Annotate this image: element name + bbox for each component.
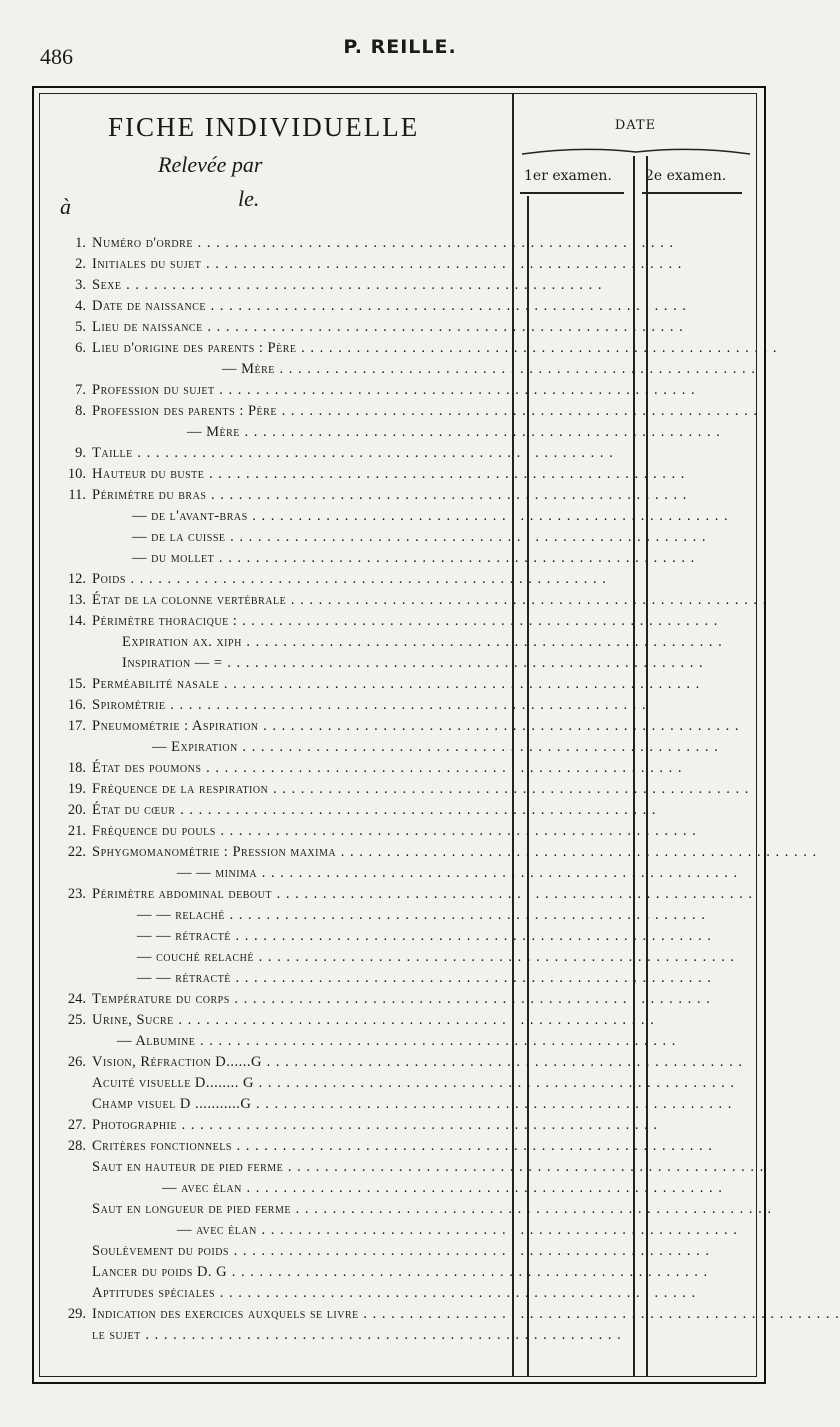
row-label: Numéro d'ordre (92, 235, 193, 251)
row-label: Température du corps (92, 991, 230, 1007)
form-row (50, 337, 778, 359)
row-number: 24. (67, 991, 86, 1007)
form-row (50, 1051, 743, 1073)
form-row (50, 1324, 622, 1346)
leader-dots: . . . . . . . . . . . . . . . . . . . . . . . . . . . . . . . . . . . . . . . . . . . . . . . . . . . . (195, 1033, 677, 1049)
leader-dots: . . . . . . . . . . . . . . . . . . . . . . . . . . . . . . . . . . . . . . . . . . . . . . . . . . . . (204, 466, 686, 482)
form-row (50, 358, 756, 380)
form-row (50, 1177, 723, 1199)
row-label: Initiales du sujet (92, 256, 202, 272)
row-label: Hauteur du buste (92, 466, 205, 482)
row-number: 9. (75, 445, 86, 461)
row-label: Soulèvement du poids (92, 1243, 229, 1259)
row-label: Spirométrie (92, 697, 166, 713)
leader-dots: . . . . . . . . . . . . . . . . . . . . . . . . . . . . . . . . . . . . . . . . . . . . . . . . . . . . (177, 1117, 658, 1133)
row-number: 7. (75, 382, 86, 398)
form-row (50, 589, 768, 611)
leader-dots: . . . . . . . . . . . . . . . . . . . . . . . . . . . . . . . . . . . . . . . . . . . . . . . . . . . . (173, 1012, 655, 1028)
leader-dots: . . . . . . . . . . . . . . . . . . . . . . . . . . . . . . . . . . . . . . . . . . . . . . . . . . . . (237, 613, 719, 629)
row-label: Indication des exercices auxquels se livre (92, 1306, 359, 1322)
form-row (50, 442, 614, 464)
form-row (50, 505, 729, 527)
form-row (50, 547, 696, 569)
leader-dots: . . . . . . . . . . . . . . . . . . . . . . . . . . . . . . . . . . . . . . . . . . . . . . . . . . . . (229, 991, 711, 1007)
form-title: FICHE INDIVIDUELLE (108, 112, 420, 142)
form-row (50, 967, 712, 989)
form-row (50, 799, 657, 821)
form-row (50, 1240, 710, 1262)
form-row (50, 1072, 735, 1094)
row-number: 21. (67, 823, 86, 839)
row-label: Fréquence de la respiration (92, 781, 269, 797)
leader-dots: . . . . . . . . . . . . . . . . . . . . . . . . . . . . . . . . . . . . . . . . . . . . . . . . . . . . (206, 298, 687, 314)
leader-dots: . . . . . . . . . . . . . . . . . . . . . . . . . . . . . . . . . . . . . . . . . . . . . . . . . . . . (251, 1096, 733, 1112)
leader-dots: . . . . . . . . . . . . . . . . . . . . . . . . . . . . . . . . . . . . . . . . . . . . . . . . . . . . (140, 1327, 622, 1343)
form-row (50, 883, 753, 905)
row-label: — couché relaché (137, 949, 254, 965)
leader-dots: . . . . . . . . . . . . . . . . . . . . . . . . . . . . . . . . . . . . . . . . . . . . . . . . . . . . (201, 760, 683, 776)
form-row (50, 232, 674, 254)
form-row (50, 946, 735, 968)
leader-dots: . . . . . . . . . . . . . . . . . . . . . . . . . . . . . . . . . . . . . . . . . . . . . . . . . . . . (239, 424, 721, 440)
form-row (50, 1219, 738, 1241)
row-label: — avec élan (162, 1180, 242, 1196)
form-row (50, 820, 697, 842)
leader-dots: . . . . . . . . . . . . . . . . . . . . . . . . . . . . . . . . . . . . . . . . . . . . . . . . . . . . (256, 1222, 738, 1238)
row-label: Fréquence du pouls (92, 823, 216, 839)
row-label: Acuité visuelle D........ G (92, 1075, 254, 1091)
row-label: — — rétracté (137, 928, 231, 944)
row-number: 29. (67, 1306, 86, 1322)
leader-dots: . . . . . . . . . . . . . . . . . . . . . . . . . . . . . . . . . . . . . . . . . . . . . . . . . . . . (336, 844, 818, 860)
form-row (50, 736, 719, 758)
form-row (50, 694, 647, 716)
row-label: — du mollet (132, 550, 215, 566)
leader-dots: . . . . . . . . . . . . . . . . . . . . . . . . . . . . . . . . . . . . . . . . . . . . . . . . . . . . (222, 655, 704, 671)
leader-dots: . . . . . . . . . . . . . . . . . . . . . . . . . . . . . . . . . . . . . . . . . . . . . . . . . . . . (241, 634, 723, 650)
row-number: 6. (75, 340, 86, 356)
leader-dots: . . . . . . . . . . . . . . . . . . . . . . . . . . . . . . . . . . . . . . . . . . . . . . . . . . . . (214, 550, 696, 566)
leader-dots: . . . . . . . . . . . . . . . . . . . . . . . . . . . . . . . . . . . . . . . . . . . . . . . . . . . . (224, 907, 706, 923)
row-number: 20. (67, 802, 86, 818)
form-row (50, 988, 711, 1010)
row-label: Périmètre du bras (92, 487, 207, 503)
form-row (50, 568, 607, 590)
row-label: Urine, Sucre (92, 1012, 174, 1028)
form-row (50, 253, 683, 275)
row-number: 16. (67, 697, 86, 713)
row-number: 27. (67, 1117, 86, 1133)
row-number: 15. (67, 676, 86, 692)
row-number: 1. (75, 235, 86, 251)
row-label: Périmètre thoracique : (92, 613, 238, 629)
form-row (50, 295, 687, 317)
row-label: État du cœur (92, 802, 176, 818)
row-number: 13. (67, 592, 86, 608)
leader-dots: . . . . . . . . . . . . . . . . . . . . . . . . . . . . . . . . . . . . . . . . . . . . . . . . . . . . (201, 256, 683, 272)
row-label: Date de naissance (92, 298, 206, 314)
leader-dots: . . . . . . . . . . . . . . . . . . . . . . . . . . . . . . . . . . . . . . . . . . . . . . . . . . . . (241, 1180, 723, 1196)
leader-dots: . . . . . . . . . . . . . . . . . . . . . . . . . . . . . . . . . . . . . . . . . . . . . . . . . . . . (274, 361, 756, 377)
date-label: le. (238, 186, 260, 211)
form-row (50, 1093, 733, 1115)
page-number: 486 (40, 44, 73, 69)
row-label: Perméabilité nasale (92, 676, 220, 692)
leader-dots: . . . . . . . . . . . . . . . . . . . . . . . . . . . . . . . . . . . . . . . . . . . . . . . . . . . . (254, 1075, 735, 1091)
row-number: 28. (67, 1138, 86, 1154)
leader-dots: . . . . . . . . . . . . . . . . . . . . . . . . . . . . . . . . . . . . . . . . . . . . . . . . . . . . (358, 1306, 840, 1322)
row-label: Sexe (92, 277, 122, 293)
leader-dots: . . . . . . . . . . . . . . . . . . . . . . . . . . . . . . . . . . . . . . . . . . . . . . . . . . . . (192, 235, 674, 251)
row-label: Lieu de naissance (92, 319, 203, 335)
leader-dots: . . . . . . . . . . . . . . . . . . . . . . . . . . . . . . . . . . . . . . . . . . . . . . . . . . . . (219, 676, 701, 692)
row-number: 8. (75, 403, 86, 419)
form-row (50, 904, 706, 926)
row-number: 19. (67, 781, 86, 797)
form-row (50, 1009, 655, 1031)
date-brace (522, 146, 750, 158)
form-subtitle: Relevée par (158, 152, 263, 177)
row-label: Inspiration — = (122, 655, 223, 671)
form-row (50, 1198, 772, 1220)
row-label: Profession du sujet (92, 382, 215, 398)
row-label: — avec élan (177, 1222, 257, 1238)
row-label: — — minima (177, 865, 258, 881)
row-number: 17. (67, 718, 86, 734)
row-label: — Albumine (117, 1033, 196, 1049)
row-label: Saut en hauteur de pied ferme (92, 1159, 284, 1175)
row-number: 14. (67, 613, 86, 629)
leader-dots: . . . . . . . . . . . . . . . . . . . . . . . . . . . . . . . . . . . . . . . . . . . . . . . . . . . . (286, 592, 768, 608)
exam-2-header: 2e examen. (645, 168, 727, 184)
leader-dots: . . . . . . . . . . . . . . . . . . . . . . . . . . . . . . . . . . . . . . . . . . . . . . . . . . . . (231, 1138, 713, 1154)
form-row (50, 421, 721, 443)
form-row (50, 316, 684, 338)
row-label: Poids (92, 571, 126, 587)
form-row (50, 1303, 840, 1325)
row-label: Sphygmomanométrie : Pression maxima (92, 844, 337, 860)
row-number: 12. (67, 571, 86, 587)
running-head: P. REILLE. (343, 36, 457, 58)
form-row (50, 1261, 709, 1283)
form-row (50, 610, 719, 632)
leader-dots: . . . . . . . . . . . . . . . . . . . . . . . . . . . . . . . . . . . . . . . . . . . . . . . . . . . . (296, 340, 778, 356)
leader-dots: . . . . . . . . . . . . . . . . . . . . . . . . . . . . . . . . . . . . . . . . . . . . . . . . . . . . (253, 949, 735, 965)
row-label: Lieu d'origine des parents : Père (92, 340, 297, 356)
row-label: Photographie (92, 1117, 177, 1133)
row-label: Expiration ax. xiph (122, 634, 242, 650)
place-label: à (60, 194, 71, 219)
row-number: 18. (67, 760, 86, 776)
row-number: 4. (75, 298, 86, 314)
leader-dots: . . . . . . . . . . . . . . . . . . . . . . . . . . . . . . . . . . . . . . . . . . . . . . . . . . . . (228, 1243, 710, 1259)
date-header: DATE (614, 118, 657, 133)
leader-dots: . . . . . . . . . . . . . . . . . . . . . . . . . . . . . . . . . . . . . . . . . . . . . . . . . . . . (215, 823, 697, 839)
row-label: État de la colonne vertébrale (92, 592, 287, 608)
row-label: — — rétracté (137, 970, 231, 986)
leader-dots: . . . . . . . . . . . . . . . . . . . . . . . . . . . . . . . . . . . . . . . . . . . . . . . . . . . . (237, 739, 719, 755)
leader-dots: . . . . . . . . . . . . . . . . . . . . . . . . . . . . . . . . . . . . . . . . . . . . . . . . . . . . (271, 886, 753, 902)
form-row (50, 631, 723, 653)
form-row (50, 526, 707, 548)
row-label: Saut en longueur de pied ferme (92, 1201, 291, 1217)
row-number: 2. (75, 256, 86, 272)
form-row (50, 463, 686, 485)
form-row (50, 757, 683, 779)
form-row (50, 274, 603, 296)
leader-dots: . . . . . . . . . . . . . . . . . . . . . . . . . . . . . . . . . . . . . . . . . . . . . . . . . . . . (283, 1159, 765, 1175)
form-row (50, 652, 704, 674)
leader-dots: . . . . . . . . . . . . . . . . . . . . . . . . . . . . . . . . . . . . . . . . . . . . . . . . . . . . (214, 382, 696, 398)
row-label: Vision, Réfraction D......G (92, 1054, 262, 1070)
row-label: Périmètre abdominal debout (92, 886, 272, 902)
form-row (50, 841, 818, 863)
row-label: Profession des parents : Père (92, 403, 277, 419)
form-row (50, 715, 740, 737)
leader-dots: . . . . . . . . . . . . . . . . . . . . . . . . . . . . . . . . . . . . . . . . . . . . . . . . . . . . (262, 1054, 743, 1070)
form-row (50, 862, 739, 884)
row-label: État des poumons (92, 760, 202, 776)
leader-dots: . . . . . . . . . . . . . . . . . . . . . . . . . . . . . . . . . . . . . . . . . . . . . . . . . . . . (276, 403, 758, 419)
row-number: 11. (68, 487, 86, 503)
row-label: Lancer du poids D. G (92, 1264, 228, 1280)
form-row (50, 1282, 697, 1304)
leader-dots: . . . . . . . . . . . . . . . . . . . . . . . . . . . . . . . . . . . . . . . . . . . . . . . . . . . . (132, 445, 614, 461)
leader-dots: . . . . . . . . . . . . . . . . . . . . . . . . . . . . . . . . . . . . . . . . . . . . . . . . . . . . (247, 508, 729, 524)
row-label: — — relaché (137, 907, 225, 923)
leader-dots: . . . . . . . . . . . . . . . . . . . . . . . . . . . . . . . . . . . . . . . . . . . . . . . . . . . . (257, 865, 739, 881)
leader-dots: . . . . . . . . . . . . . . . . . . . . . . . . . . . . . . . . . . . . . . . . . . . . . . . . . . . . (121, 277, 603, 293)
form-row (50, 1156, 765, 1178)
row-number: 26. (67, 1054, 86, 1070)
exam-rule (520, 192, 624, 194)
leader-dots: . . . . . . . . . . . . . . . . . . . . . . . . . . . . . . . . . . . . . . . . . . . . . . . . . . . . (230, 970, 712, 986)
form-row (50, 1030, 677, 1052)
leader-dots: . . . . . . . . . . . . . . . . . . . . . . . . . . . . . . . . . . . . . . . . . . . . . . . . . . . . (225, 529, 707, 545)
row-number: 23. (67, 886, 86, 902)
leader-dots: . . . . . . . . . . . . . . . . . . . . . . . . . . . . . . . . . . . . . . . . . . . . . . . . . . . . (268, 781, 750, 797)
leader-dots: . . . . . . . . . . . . . . . . . . . . . . . . . . . . . . . . . . . . . . . . . . . . . . . . . . . . (202, 319, 684, 335)
exam-rule (642, 192, 742, 194)
row-number: 25. (67, 1012, 86, 1028)
row-label: Champ visuel D ...........G (92, 1096, 252, 1112)
row-label: — de l'avant-bras (132, 508, 248, 524)
leader-dots: . . . . . . . . . . . . . . . . . . . . . . . . . . . . . . . . . . . . . . . . . . . . . . . . . . . . (125, 571, 607, 587)
row-label: Critères fonctionnels (92, 1138, 232, 1154)
row-label: Aptitudes spéciales (92, 1285, 216, 1301)
form-row (50, 673, 701, 695)
row-number: 3. (75, 277, 86, 293)
form-row (50, 1114, 658, 1136)
leader-dots: . . . . . . . . . . . . . . . . . . . . . . . . . . . . . . . . . . . . . . . . . . . . . . . . . . . . (206, 487, 688, 503)
row-label: — Mère (187, 424, 240, 440)
row-label: — de la cuisse (132, 529, 226, 545)
row-label: le sujet (92, 1327, 141, 1343)
leader-dots: . . . . . . . . . . . . . . . . . . . . . . . . . . . . . . . . . . . . . . . . . . . . . . . . . . . . (230, 928, 712, 944)
leader-dots: . . . . . . . . . . . . . . . . . . . . . . . . . . . . . . . . . . . . . . . . . . . . . . . . . . . . (258, 718, 740, 734)
leader-dots: . . . . . . . . . . . . . . . . . . . . . . . . . . . . . . . . . . . . . . . . . . . . . . . . . . . . (290, 1201, 772, 1217)
row-number: 5. (75, 319, 86, 335)
form-row (50, 379, 696, 401)
row-label: — Expiration (152, 739, 238, 755)
leader-dots: . . . . . . . . . . . . . . . . . . . . . . . . . . . . . . . . . . . . . . . . . . . . . . . . . . . . (175, 802, 657, 818)
row-label: Pneumométrie : Aspiration (92, 718, 259, 734)
form-row (50, 400, 758, 422)
leader-dots: . . . . . . . . . . . . . . . . . . . . . . . . . . . . . . . . . . . . . . . . . . . . . . . . . . . . (165, 697, 647, 713)
form-row (50, 1135, 713, 1157)
row-label: — Mère (222, 361, 275, 377)
form-row (50, 925, 712, 947)
row-label: Taille (92, 445, 133, 461)
row-number: 22. (67, 844, 86, 860)
exam-1-header: 1er examen. (524, 168, 612, 184)
leader-dots: . . . . . . . . . . . . . . . . . . . . . . . . . . . . . . . . . . . . . . . . . . . . . . . . . . . . (215, 1285, 697, 1301)
row-number: 10. (67, 466, 86, 482)
form-row (50, 778, 750, 800)
form-row (50, 484, 688, 506)
leader-dots: . . . . . . . . . . . . . . . . . . . . . . . . . . . . . . . . . . . . . . . . . . . . . . . . . . . . (227, 1264, 709, 1280)
